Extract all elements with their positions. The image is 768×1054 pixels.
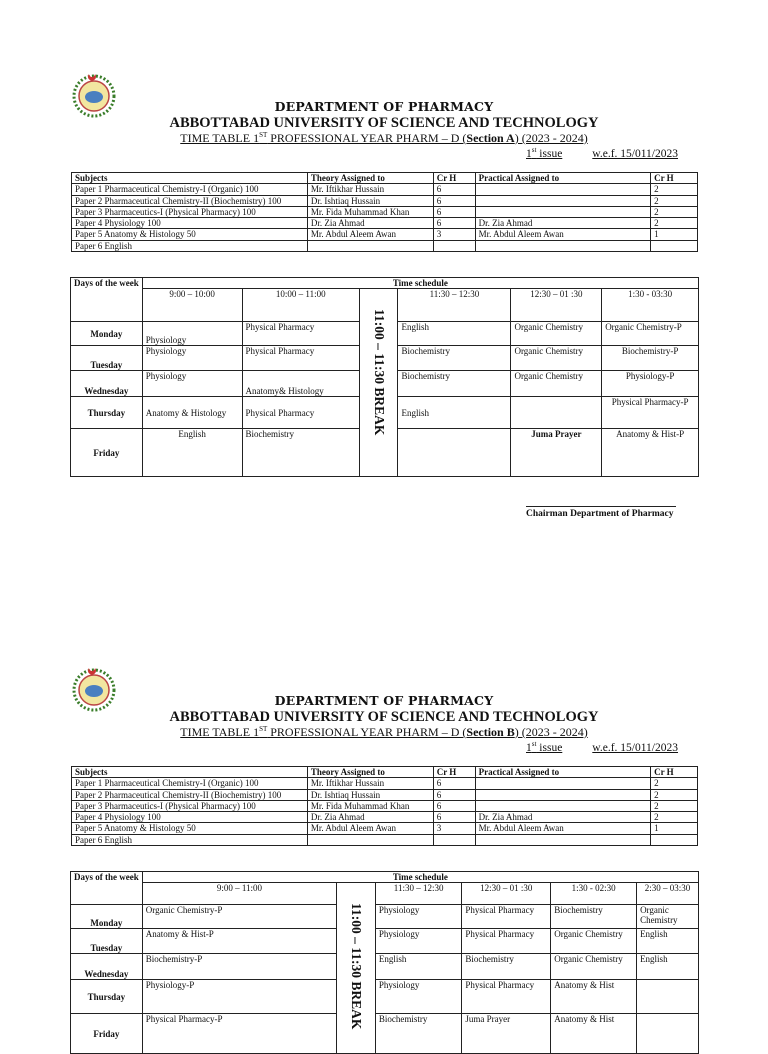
schedule-row-wednesday (71, 954, 699, 980)
day-label: Friday (71, 1014, 143, 1054)
table-row (72, 800, 698, 811)
class-cell (511, 397, 602, 429)
crh-practical-cell: 2 (651, 812, 698, 823)
issue-line: 1st issue w.e.f. 15/011/2023 (526, 740, 679, 754)
crh-cell: 3 (433, 823, 475, 834)
time-slot: 1:30 - 02:30 (551, 883, 637, 905)
crh-cell: 6 (433, 195, 475, 206)
crh-cell: 6 (433, 184, 475, 195)
header-practical: Practical Assigned to (475, 173, 650, 184)
class-cell: Physiology-P (142, 980, 336, 1014)
practical-cell: Dr. Zia Ahmad (475, 812, 650, 823)
crh-cell: 6 (433, 789, 475, 800)
class-cell: Physiology (142, 371, 242, 397)
class-cell: Organic Chemistry (637, 905, 699, 929)
class-cell: Organic Chemistry-P (142, 905, 336, 929)
practical-cell (475, 184, 650, 195)
class-cell: Organic Chemistry (551, 954, 637, 980)
theory-cell: Mr. Iftikhar Hussain (307, 778, 433, 789)
theory-cell (307, 834, 433, 845)
practical-cell (475, 240, 650, 251)
header-cr-h: Cr H (433, 173, 475, 184)
class-cell: English (398, 397, 511, 429)
issue-line: 1st issue w.e.f. 15/011/2023 (526, 146, 679, 160)
theory-cell: Dr. Zia Ahmad (307, 812, 433, 823)
class-cell (637, 980, 699, 1014)
time-slot: 12:30 – 01 :30 (462, 883, 551, 905)
class-cell: Biochemistry (551, 905, 637, 929)
crh-practical-cell: 2 (651, 195, 698, 206)
time-slot: 9:00 – 10:00 (142, 289, 242, 322)
class-cell: Physical Pharmacy-P (142, 1014, 336, 1054)
crh-practical-cell (651, 834, 698, 845)
class-cell: Biochemistry-P (142, 954, 336, 980)
subjects-table (71, 766, 698, 846)
practical-cell (475, 195, 650, 206)
class-cell: Biochemistry-P (602, 346, 699, 371)
crh-practical-cell: 2 (651, 218, 698, 229)
crh-practical-cell: 1 (651, 229, 698, 240)
theory-cell: Mr. Fida Muhammad Khan (307, 206, 433, 217)
subject-cell: Paper 2 Pharmaceutical Chemistry-II (Biochemistry) 100 (72, 789, 308, 800)
practical-cell (475, 206, 650, 217)
class-cell: Physical Pharmacy (462, 929, 551, 954)
class-cell: English (142, 429, 242, 477)
subjects-table (71, 172, 698, 252)
table-row (72, 778, 698, 789)
class-cell: English (637, 929, 699, 954)
class-cell: Anatomy & Hist (551, 1014, 637, 1054)
table-row (72, 834, 698, 845)
time-slot: 12:30 – 01 :30 (511, 289, 602, 322)
class-cell: English (637, 954, 699, 980)
table-row (72, 218, 698, 229)
subject-cell: Paper 5 Anatomy & Histology 50 (72, 229, 308, 240)
class-cell: Physiology (375, 905, 462, 929)
crh-practical-cell: 2 (651, 778, 698, 789)
subjects-header-row (72, 173, 698, 184)
table-row (72, 184, 698, 195)
subject-cell: Paper 5 Anatomy & Histology 50 (72, 823, 308, 834)
crh-practical-cell: 2 (651, 800, 698, 811)
crh-cell: 6 (433, 218, 475, 229)
time-slot: 10:00 – 11:00 (242, 289, 359, 322)
day-label: Wednesday (71, 954, 143, 980)
time-slot: 1:30 - 03:30 (602, 289, 699, 322)
class-cell: Physiology (375, 980, 462, 1014)
header-cr-h: Cr H (433, 767, 475, 778)
table-row (72, 229, 698, 240)
class-cell: Physical Pharmacy (242, 397, 359, 429)
crh-practical-cell: 2 (651, 184, 698, 195)
class-cell: Biochemistry (242, 429, 359, 477)
class-cell: Biochemistry (462, 954, 551, 980)
header-theory: Theory Assigned to (307, 173, 433, 184)
subject-cell: Paper 4 Physiology 100 (72, 812, 308, 823)
subject-cell: Paper 3 Pharmaceutics-I (Physical Pharmacy) 100 (72, 206, 308, 217)
schedule-header-row (71, 278, 699, 289)
class-cell: Physiology (142, 346, 242, 371)
class-cell: Physical Pharmacy (462, 980, 551, 1014)
days-header: Days of the week (71, 278, 143, 322)
practical-cell (475, 834, 650, 845)
class-cell: Organic Chemistry (511, 346, 602, 371)
class-cell: Biochemistry (398, 371, 511, 397)
subject-cell: Paper 4 Physiology 100 (72, 218, 308, 229)
university-name: ABBOTTABAD UNIVERSITY OF SCIENCE AND TECHNOLOGY (169, 709, 599, 725)
time-schedule-header: Time schedule (142, 872, 698, 883)
subject-cell: Paper 3 Pharmaceutics-I (Physical Pharmacy) 100 (72, 800, 308, 811)
crh-cell (433, 834, 475, 845)
crh-practical-cell: 2 (651, 206, 698, 217)
crh-practical-cell: 2 (651, 789, 698, 800)
table-row (72, 789, 698, 800)
crh-practical-cell: 1 (651, 823, 698, 834)
practical-cell (475, 778, 650, 789)
break-column (337, 883, 376, 1054)
crh-cell (433, 240, 475, 251)
theory-cell: Dr. Zia Ahmad (307, 218, 433, 229)
university-name: ABBOTTABAD UNIVERSITY OF SCIENCE AND TECHNOLOGY (169, 115, 599, 131)
crh-cell: 6 (433, 206, 475, 217)
class-cell: English (375, 954, 462, 980)
class-cell: Organic Chemistry (511, 322, 602, 346)
class-cell: Anatomy & Hist-P (142, 929, 336, 954)
schedule-row-monday (71, 905, 699, 929)
class-cell: Biochemistry (375, 1014, 462, 1054)
crh-cell: 3 (433, 229, 475, 240)
day-label: Monday (71, 322, 143, 346)
practical-cell (475, 800, 650, 811)
class-cell: Physical Pharmacy (242, 346, 359, 371)
class-cell: Physiology-P (602, 371, 699, 397)
day-label: Wednesday (71, 371, 143, 397)
chairman-signature-line: Chairman Department of Pharmacy (526, 506, 676, 519)
table-row (72, 195, 698, 206)
crh-practical-cell (651, 240, 698, 251)
class-cell: Physiology (142, 322, 242, 346)
department-title: DEPARTMENT OF PHARMACY (274, 693, 494, 708)
timetable-title: TIME TABLE 1ST PROFESSIONAL YEAR PHARM – D (Section A) (2023 - 2024) (180, 131, 588, 145)
class-cell: Anatomy & Hist-P (602, 429, 699, 477)
class-cell: Juma Prayer (462, 1014, 551, 1054)
class-cell: Anatomy& Histology (242, 371, 359, 397)
schedule-row-tuesday (71, 929, 699, 954)
time-slot: 11:30 – 12:30 (398, 289, 511, 322)
header-subjects: Subjects (72, 767, 308, 778)
theory-cell: Dr. Ishtiaq Hussain (307, 195, 433, 206)
theory-cell: Mr. Abdul Aleem Awan (307, 823, 433, 834)
break-label: 11:00 – 11:30 BREAK (371, 309, 387, 436)
subject-cell: Paper 1 Pharmaceutical Chemistry-I (Organic) 100 (72, 778, 308, 789)
subject-cell: Paper 2 Pharmaceutical Chemistry-II (Biochemistry) 100 (72, 195, 308, 206)
practical-cell (475, 789, 650, 800)
schedule-table (70, 277, 699, 477)
schedule-row-thursday (71, 980, 699, 1014)
time-slot: 2:30 – 03:30 (637, 883, 699, 905)
subject-cell: Paper 6 English (72, 240, 308, 251)
table-row (72, 823, 698, 834)
class-cell: Anatomy & Histology (142, 397, 242, 429)
theory-cell: Dr. Ishtiaq Hussain (307, 789, 433, 800)
day-label: Thursday (71, 397, 143, 429)
day-label: Thursday (71, 980, 143, 1014)
practical-cell: Mr. Abdul Aleem Awan (475, 229, 650, 240)
practical-cell: Dr. Zia Ahmad (475, 218, 650, 229)
table-row (72, 240, 698, 251)
header-cr-h-practical: Cr H (651, 767, 698, 778)
crh-cell: 6 (433, 812, 475, 823)
theory-cell (307, 240, 433, 251)
class-cell: Biochemistry (398, 346, 511, 371)
time-slot-row (71, 883, 699, 905)
days-header: Days of the week (71, 872, 143, 905)
theory-cell: Mr. Iftikhar Hussain (307, 184, 433, 195)
theory-cell: Mr. Abdul Aleem Awan (307, 229, 433, 240)
subject-cell: Paper 6 English (72, 834, 308, 845)
break-column (359, 289, 398, 477)
class-cell: Physiology (375, 929, 462, 954)
class-cell: Organic Chemistry (551, 929, 637, 954)
class-cell: Juma Prayer (511, 429, 602, 477)
header-theory: Theory Assigned to (307, 767, 433, 778)
header-practical: Practical Assigned to (475, 767, 650, 778)
class-cell: Physical Pharmacy-P (602, 397, 699, 429)
practical-cell: Mr. Abdul Aleem Awan (475, 823, 650, 834)
time-slot: 11:30 – 12:30 (375, 883, 462, 905)
theory-cell: Mr. Fida Muhammad Khan (307, 800, 433, 811)
department-title: DEPARTMENT OF PHARMACY (274, 99, 494, 114)
break-label: 11:00 – 11:30 BREAK (349, 903, 365, 1030)
day-label: Friday (71, 429, 143, 477)
class-cell: Physical Pharmacy (242, 322, 359, 346)
class-cell (637, 1014, 699, 1054)
header-cr-h-practical: Cr H (651, 173, 698, 184)
time-slot-row (71, 289, 699, 322)
day-label: Tuesday (71, 346, 143, 371)
crh-cell: 6 (433, 778, 475, 789)
time-slot: 9:00 – 11:00 (142, 883, 336, 905)
subject-cell: Paper 1 Pharmaceutical Chemistry-I (Organic) 100 (72, 184, 308, 195)
time-schedule-header: Time schedule (142, 278, 698, 289)
class-cell: Organic Chemistry-P (602, 322, 699, 346)
class-cell: English (398, 322, 511, 346)
table-row (72, 206, 698, 217)
class-cell: Organic Chemistry (511, 371, 602, 397)
timetable-title: TIME TABLE 1ST PROFESSIONAL YEAR PHARM – D (Section B) (2023 - 2024) (180, 725, 588, 739)
header-subjects: Subjects (72, 173, 308, 184)
class-cell: Anatomy & Hist (551, 980, 637, 1014)
class-cell (398, 429, 511, 477)
schedule-table (70, 871, 699, 1054)
schedule-row-friday (71, 1014, 699, 1054)
schedule-header-row (71, 872, 699, 883)
day-label: Tuesday (71, 929, 143, 954)
table-row (72, 812, 698, 823)
crh-cell: 6 (433, 800, 475, 811)
day-label: Monday (71, 905, 143, 929)
class-cell: Physical Pharmacy (462, 905, 551, 929)
subjects-header-row (72, 767, 698, 778)
